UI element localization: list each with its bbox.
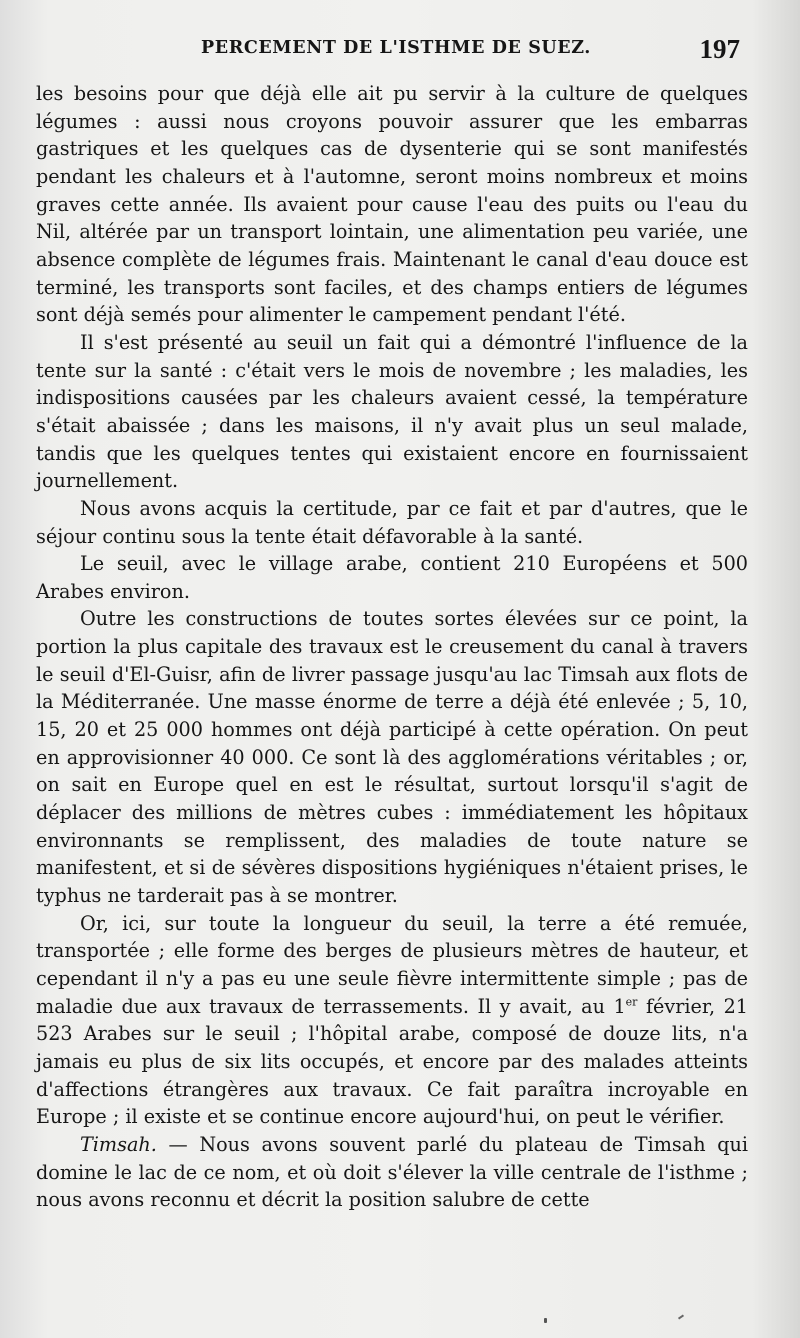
paragraph-6 — [36, 910, 748, 1131]
paragraph-2: Il s'est présenté au seuil un fait qui a démontré l'influence de la tente sur la santé : c'était vers le mois de novembre ; les maladies, les indispositions causées par les chaleurs avaient cessé, la température s'était abaissée ; dans les maisons, il n'y avait plus un seul malade, tandis que les quelques tentes qui existaient encore en fournissaient journellement. — [36, 330, 748, 493]
paragraph-6-text-a: Or, ici, sur toute la longueur du seuil, la terre a été remuée, transportée ; elle forme des berges de plusieurs mètres de hauteur, et cependant il n'y a pas eu une seule fièvre intermittente simple ; pas de maladie due aux travaux de terrassements. Il y avait, au 1 — [36, 911, 748, 1018]
ink-tick — [678, 1314, 684, 1319]
page-header — [36, 34, 746, 70]
ordinal-superscript: er — [625, 995, 638, 1009]
paragraph-1: les besoins pour que déjà elle ait pu servir à la culture de quelques légumes : aussi nous croyons pouvoir assurer que les embarras gastriques et les quelques cas de dysenterie qui se sont manifestés pendant les chaleurs et à l'automne, seront moins nombreux et moins graves cette année. Ils avaient pour cause l'eau des puits ou l'eau du Nil, altérée par un transport lointain, une alimentation peu variée, une absence complète de légumes frais. Maintenant le canal d'eau douce est terminé, les transports sont faciles, et des champs entiers de légumes sont déjà semés pour alimenter le campement pendant l'été. — [36, 82, 748, 327]
paragraph-6-text-b: février, 21 523 Arabes sur le seuil ; l'hôpital arabe, composé de douze lits, n'a jamais eu plus de six lits occupés, et encore par des malades atteints d'affections étrangères aux travaux. Ce fait paraîtra incroyable en Europe ; il existe et se continue encore aujourd'hui, on peut le vérifier. — [36, 994, 748, 1129]
paragraph-3: Nous avons acquis la certitude, par ce fait et par d'autres, que le séjour continu sous la tente était défavorable à la santé. — [36, 496, 748, 548]
paragraph-5: Outre les constructions de toutes sortes élevées sur ce point, la portion la plus capitale des travaux est le creusement du canal à travers le seuil d'El-Guisr, afin de livrer passage jusqu'au lac Timsah aux flots de la Méditerranée. Une masse énorme de terre a déjà été enlevée ; 5, 10, 15, 20 et 25 000 hommes ont déjà participé à cette opération. On peut en approvisionner 40 000. Ce sont là des agglomérations véritables ; or, on sait en Europe quel en est le résultat, surtout lorsqu'il s'agit de déplacer des millions de mètres cubes : immédiatement les hôpitaux environnants se remplissent, des maladies de toute nature se manifestent, et si de sévères dispositions hygiéniques n'étaient prises, le typhus ne tarderait pas à se montrer. — [36, 607, 748, 908]
section-lead-timsah: Timsah. — [80, 1132, 157, 1156]
paragraph-4: Le seuil, avec le village arabe, contient 210 Européens et 500 Arabes environ. — [36, 552, 748, 603]
paragraph-7-text: — Nous avons souvent parlé du plateau de Timsah qui domine le lac de ce nom, et où doit s'élever la ville centrale de l'isthme ; nous avons reconnu et décrit la position salubre de cette — [36, 1132, 748, 1212]
paragraph-7 — [36, 1131, 748, 1214]
ink-speck — [544, 1318, 547, 1323]
running-title: PERCEMENT DE L'ISTHME DE SUEZ. — [201, 38, 591, 58]
body-text — [36, 80, 748, 1214]
page-number: 197 — [699, 34, 740, 64]
